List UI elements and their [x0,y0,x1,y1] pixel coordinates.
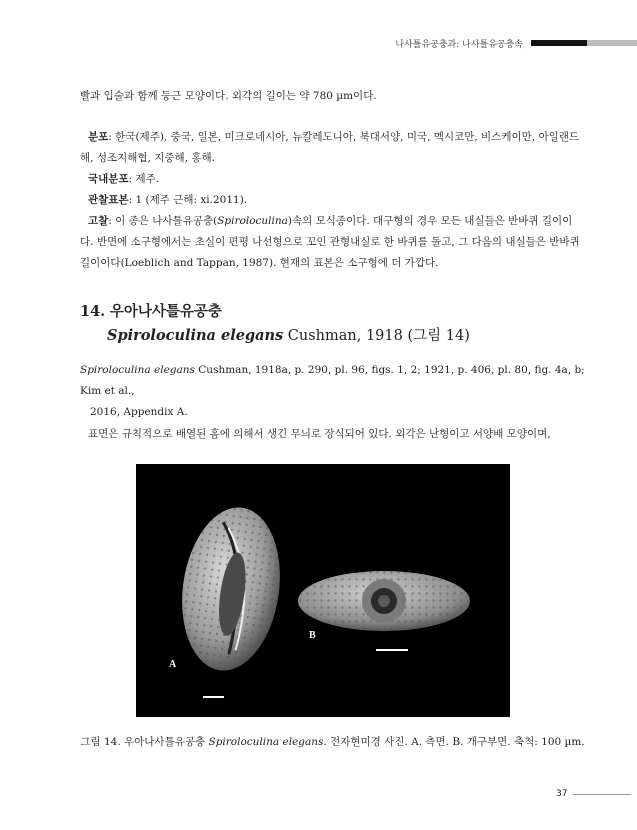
sem-photo [136,464,510,717]
page-footer [556,789,631,799]
domestic-label: 국내분포 [88,173,129,185]
paragraph-continued: 빨과 입술과 함께 둥근 모양이다. 외각의 길이는 약 780 µm이다. [80,90,377,102]
section-number: 14. [80,303,106,320]
specimen-label: 관찰표본 [88,194,129,206]
section-species: Spiroloculina elegans [107,327,284,344]
remarks-label: 고찰 [88,215,109,227]
section-figref: (그림 14) [407,328,470,344]
domestic-line [80,169,585,190]
synonymy-line1: Cushman, 1918a, p. 290, pl. 96, figs. 1, 2; 1921, p. 406, pl. 80, fig. 4a, b; Kim et al., [80,364,585,397]
remarks-line [80,211,585,274]
section-scientific-name [80,324,585,348]
section-korean-name: 우아나사틀유공충 [109,303,222,320]
footer-rule [573,794,631,795]
page-number: 37 [556,789,568,799]
scale-bar-b [376,649,408,651]
section-heading [80,300,585,348]
remarks-text-b: )속의 모식종이다. 대구형의 경우 모든 내실들은 반바퀴 길이이다. 반면에 소구형에서는 초실이 편평 나선형으로 꼬인 관형내실로 한 바퀴를 돌고, 그 다음의 내실들은 반바퀴 길이이다(Loeblich and Tappan, 1987). 현재의 표본은 소구형에 더 가깝다. [80,215,580,269]
caption-suffix: . 전자현미경 사진. A. 측면. B. 개구부면. 축척: 100 µm. [323,736,585,748]
synonymy-line2: 2016, Appendix A. [90,406,188,418]
distribution-label: 분포 [88,131,109,143]
synonymy-species: Spiroloculina elegans [80,364,195,376]
caption-species: Spiroloculina elegans [208,736,324,748]
distribution-line [80,127,585,169]
distribution-text: : 한국(제주), 중국, 일본, 미크로네시아, 뉴칼레도니아, 북대서양, 미국, 멕시코만, 비스케이만, 아일랜드해, 성조지해협, 지중해, 홍해. [80,131,580,164]
caption-prefix: 그림 14. 우아나사틀유공충 [80,736,209,748]
remarks-genus: Spiroloculina [217,215,288,227]
scale-bar-a [203,696,224,698]
running-title: 나사틀유공충과: 나사틀유공충속 [395,39,523,50]
figure-label-a: A [169,659,177,670]
specimen-a [172,501,290,677]
specimen-text: : 1 (제주 근해: xi.2011). [128,194,248,206]
specimen-line [80,190,585,211]
description-paragraph: 표면은 규칙적으로 배열된 홈에 의해서 생긴 무늬로 장식되어 있다. 외각은 난형이고 서양배 모양이며, [88,428,551,440]
figure-caption [80,734,585,749]
specimen-b [298,571,470,631]
figure-label-b: B [309,630,316,641]
running-header [395,35,637,51]
domestic-text: : 제주. [128,173,160,185]
synonymy [80,360,585,423]
section-author: Cushman, 1918 [287,328,403,344]
header-black-bar [531,40,587,46]
remarks-text-a: : 이 종은 나사틀유공충( [108,215,218,227]
header-gray-bar [587,40,637,46]
species-info-block [80,127,585,274]
sem-figure [136,464,510,717]
